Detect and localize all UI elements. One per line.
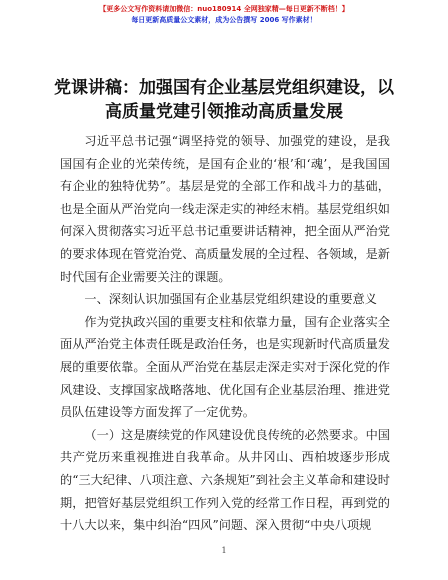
title-line-2: 高质量党建引领推动高质量发展 xyxy=(105,102,343,122)
document-body xyxy=(60,130,390,537)
document-title xyxy=(40,76,408,124)
paragraph-point-1: （一）这是赓续党的作风建设优良传统的必然要求。中国共产党历来重视推进自我革命。从井冈山、西柏坡逐步形成的“三大纪律、八项注意、六条规矩”到社会主义革命和建设时期，把管好基层党组织工作列入党的经常工作日程，再到党的十八大以来，集中纠治“四风”问题、深入贯彻“中央八项规 xyxy=(60,427,390,533)
promo-line-2: 每日更新高质量公文素材，成为公告撰写 2006 写作素材！ xyxy=(131,16,317,24)
page-number: 1 xyxy=(221,546,227,555)
paragraph-significance: 作为党执政兴国的重要支柱和依靠力量，国有企业落实全面从严治党主体责任既是政治任务，也是实现新时代高质量发展的重要依靠。全面从严治党在基层走深走实对于深化党的作风建设、支撑国家战略落地、优化国有企业基层治理、推进党员队伍建设等方面发挥了一定优势。 xyxy=(60,314,390,420)
promo-banner xyxy=(0,4,448,26)
title-line-1: 党课讲稿：加强国有企业基层党组织建设，以 xyxy=(54,78,394,98)
paragraph-intro: 习近平总书记强“调坚持党的领导、加强党的建设，是我国国有企业的光荣传统，是国有企业的‘根’和‘魂’，是我国国有企业的独特优势”。基层是党的全部工作和战斗力的基础，也是全面从严治党向一线走深走实的神经末梢。基层党组织如何深入贯彻落实习近平总书记重要讲话精神，把全面从严治党的要求体现在管党治党、高质量发展的全过程、各领域，是新时代国有企业需要关注的课题。 xyxy=(60,134,390,284)
promo-line-1: 【更多公文写作资料请加微信：nuo180914 全网独家精—每日更新不断档！】 xyxy=(99,5,349,13)
section-heading-1: 一、深刻认识加强国有企业基层党组织建设的重要意义 xyxy=(84,292,377,307)
